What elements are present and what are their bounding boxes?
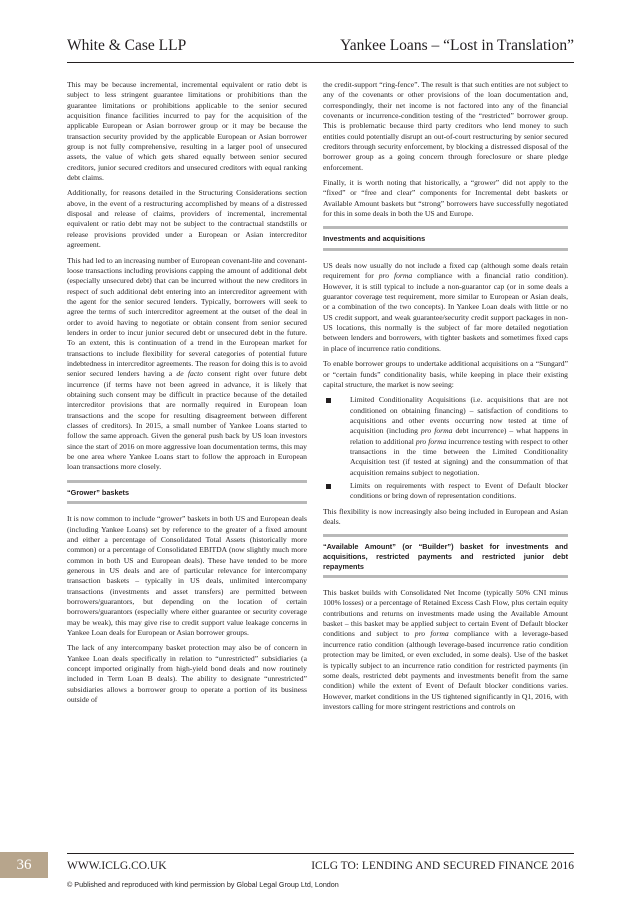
header-rule [67,62,574,63]
section-heading-available-amount: “Available Amount” (or “Builder”) basket for investments and acquisitions, restricted payments and restricted junior debt repayments [323,534,568,578]
square-bullet-icon [326,484,331,489]
section-heading-investments: Investments and acquisitions [323,226,568,251]
paragraph: This may be because incremental, incremental equivalent or ratio debt is subject to less stringent guarantee limitations or prohibitions than the guarantee limitations or prohibitions applicable to the senior secured acquisition finance facilities incurred to pay for the acquisition of the applicable European or Asian borrower group or it may be because the transaction security provided by the applicable European or Asian borrower group is not fully comprehensive, resulting in a larger pool of unsecured assets, the value of which gets shared equally between senior secured creditors, junior secured creditors and unsecured creditors with equal ranking debt claims. [67,80,307,183]
header-firm-name: White & Case LLP [67,37,187,54]
paragraph: This had led to an increasing number of European covenant-lite and covenant-loose transactions including provisions capping the amount of additional debt (especially unsecured debt) that can be incurred without the new creditors in respect of such additional debt entering into an intercreditor agreement with the agent for the senior secured lenders. Typically, borrowers will seek to agree the terms of such intercreditor agreement at the outset of the deal in order to avoid having to negotiate or obtain consent from senior secured lenders in order to incur junior secured debt or unsecured debt in the future. To an extent, this is continuation of a trend in the European market for transactions to include flexibility for several categories of potential future indebtedness in intercreditor agreements. The reason for doing this is to avoid senior secured lenders having a de facto consent right over future debt incurrence (if terms have not been agreed in advance, it is likely that obtaining such consent may be difficult in practice because of the detailed intercreditor provisions that are normally required in European loan transactions and the scope for resulting disagreement between different classes of creditors). In 2015, a small number of Yankee Loans started to follow the same approach. Given the general push back by US loan investors since the start of 2016 on more aggressive loan documentation terms, this may be one area where Yankee Loans start to follow the approach in European loan transactions more closely. [67,255,307,472]
square-bullet-icon [326,398,331,403]
footer-website-link[interactable]: WWW.ICLG.CO.UK [67,860,167,872]
copyright-notice: © Published and reproduced with kind permission by Global Legal Group Ltd, London [67,880,339,889]
left-column [67,80,307,711]
right-column [323,80,568,717]
paragraph: Additionally, for reasons detailed in the Structuring Considerations section above, in the event of a restructuring accomplished by means of a distressed disposal and release of claims, providers of incremental, incremental equivalent or ratio debt may not be subject to the contractual standstills or release provisions provided under a European or Asian intercreditor agreement. [67,188,307,250]
bullet-list [323,395,568,501]
paragraph: This flexibility is now increasingly also being included in European and Asian deals. [323,506,568,526]
header-article-title: Yankee Loans – “Lost in Translation” [340,37,574,54]
paragraph: The lack of any intercompany basket protection may also be of concern in Yankee Loan deals specifically in relation to “unrestricted” subsidiaries (a concept imported originally from high-yield bond deals and now routinely included in Term Loan B deals). The ability to designate “unrestricted” subsidiaries allows a borrower group to operate a portion of its business outside of [67,643,307,705]
footer-publication: ICLG TO: LENDING AND SECURED FINANCE 2016 [311,860,574,872]
paragraph: US deals now usually do not include a fixed cap (although some deals retain requirement for pro forma compliance with a financial ratio condition). However, it is still typical to include a non-guarantor cap (or in some deals a guarantor coverage test requirement, more similar to European or Asian deals, or a combination of the two concepts). In Yankee Loan deals with little or no US credit support, and weak guarantee/security credit support packages in non-US locations, this normally is the subject of far more detailed negotiation between lenders and borrowers, with tighter baskets and sometimes fixed caps in place of incurrence ratio conditions. [323,261,568,353]
list-item: Limited Conditionality Acquisitions (i.e. acquisitions that are not conditioned on obtaining financing) – satisfaction of conditions to acquisitions and other events occurring now tested at time of acquisition (including pro forma debt incurrence) – what happens in relation to additional pro forma incurrence testing with respect to other transactions in the time between the Limited Conditionality Acquisition test (if tested at signing) and the consummation of that acquisition remains subject to negotiation. [323,395,568,478]
section-heading-grower-baskets: “Grower” baskets [67,480,307,505]
paragraph: To enable borrower groups to undertake additional acquisitions on a “Sungard” or “certain funds” conditionality basis, while keeping in place their existing capital structure, the market is now seeing: [323,359,568,389]
page-number-badge: 36 [0,852,48,878]
paragraph: Finally, it is worth noting that historically, a “grower” did not apply to the “fixed” or “free and clear” components for Incremental debt baskets or Available Amount baskets but “strong” borrowers have successfully negotiated for this in some deals in both the US and Europe. [323,178,568,219]
paragraph: the credit-support “ring-fence”. The result is that such entities are not subject to any of the covenants or other provisions of the loan documentation and, correspondingly, their net income is not factored into any of the financial covenants or incurrence-condition testing of the “restricted” borrower group. This is problematic because third party creditors who lend money to such entities could potentially disrupt an out-of-court restructuring by senior secured creditors through security enforcement, by blocking a distressed disposal of the borrower group as a going concern through foreclosure or share pledge enforcement. [323,80,568,172]
footer-rule [67,853,574,854]
list-item: Limits on requirements with respect to Event of Default blocker conditions or bring down of representation conditions. [323,481,568,502]
paragraph: It is now common to include “grower” baskets in both US and European deals (including Yankee Loans) set by reference to the greater of a fixed amount and either a percentage of Consolidated Total Assets (historically more common) or a percentage of Consolidated EBITDA (now slightly much more common in both US and European deals). These have tended to be more generous in US deals and are of particular relevance for intercompany transaction baskets – typically in US deals, unlimited intercompany transactions (investments and asset transfers) are permitted between borrowers/guarantors, but depending on the location of certain borrowers/guarantors (especially where either guarantee or security coverage may be weak), this may give rise to credit support value leakage concerns in Yankee Loan deals for European or Asian borrower groups. [67,514,307,638]
paragraph: This basket builds with Consolidated Net Income (typically 50% CNI minus 100% losses) or a percentage of Retained Excess Cash Flow, plus certain equity contributions and returns on investments made using the Available Amount basket – this basket may be applied subject to certain Event of Default blocker conditions and subject to pro forma compliance with a leverage-based incurrence ratio condition (although leverage-based incurrence ratio condition protection may be limited, or even excluded, in some deals). Use of the basket is typically subject to an incurrence ratio condition for restricted payments (in some deals, restricted debt payments and investments benefit from the same condition) while the extent of Event of Default blocker conditions varies. However, market conditions in the US tightened significantly in Q1, 2016, with investors calling for more stringent restrictions and controls on [323,588,568,711]
